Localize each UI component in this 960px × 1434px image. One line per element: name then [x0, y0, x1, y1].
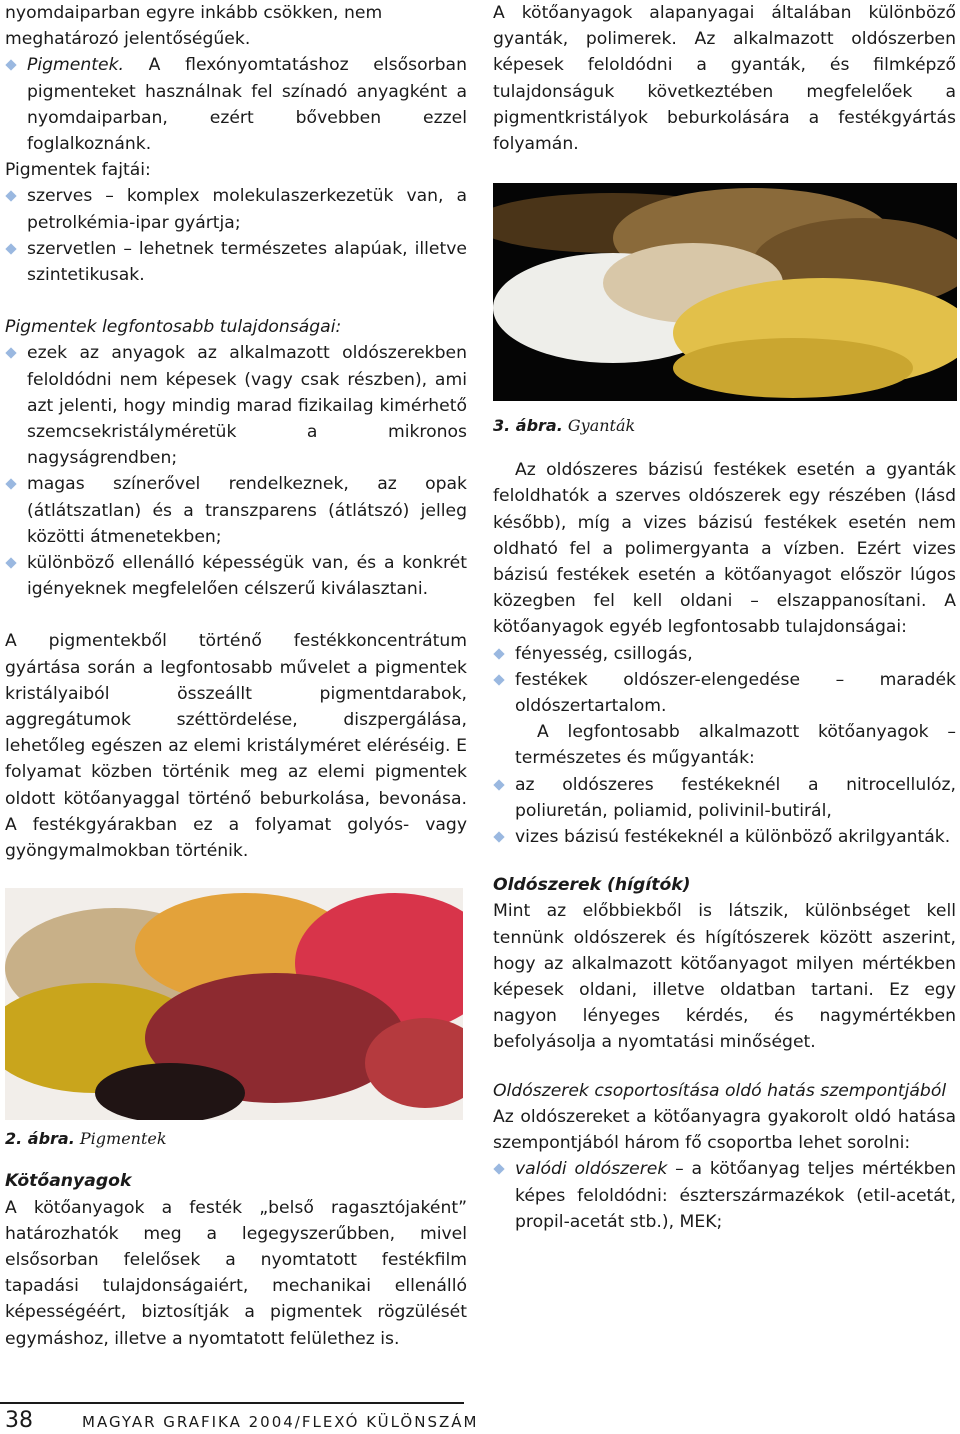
- prop-text: különböző ellenálló képességük van, és a konkrét igényeknek megfelelően célszerű kiválasztani.: [27, 553, 467, 600]
- types-heading: Pigmentek fajtái:: [5, 160, 151, 181]
- figure-2-number: 2. ábra.: [5, 1129, 75, 1149]
- figure-3-text: Gyanták: [567, 416, 636, 436]
- type-item: [5, 236, 467, 288]
- diamond-bullet-icon: [5, 60, 16, 71]
- prop-item: [5, 550, 467, 602]
- intro-line-1: nyomdaiparban egyre inkább csökken, nem: [5, 3, 383, 23]
- left-column: [5, 0, 467, 1352]
- prop-text: magas színerővel rendelkeznek, az opak (átlátszatlan) és a transzparens (átlátszó) jelleg közötti átmenetekben;: [27, 474, 467, 547]
- diamond-bullet-icon: [493, 1164, 504, 1175]
- props-heading: Pigmentek legfontosabb tulajdonságai:: [5, 317, 342, 338]
- resin-paragraph: Az oldószeres bázisú festékek esetén a gyanták feloldhatók a szerves oldószerek egy részében (lásd később), míg a vizes bázisú festékek esetén nem oldható fel a polimergyanta a vízben. Ezért vizes bázisú festékek esetén a kötőanyagot először lúgos közegben fel kell oldani – elszappanosítani. A kötőanyagok egyéb legfontosabb tulajdonságai:: [493, 460, 956, 638]
- pigments-illustration: [5, 888, 463, 1120]
- diamond-bullet-icon: [493, 674, 504, 685]
- main-binder-text: vizes bázisú festékeknél a különböző akrilgyanták.: [515, 827, 951, 848]
- type-item: [5, 183, 467, 235]
- pigment-lead: Pigmentek.: [27, 55, 124, 76]
- pigments-photo: [5, 888, 463, 1120]
- right-intro-paragraph: A kötőanyagok alapanyagai általában különböző gyanták, polimerek. Az alkalmazott oldószerben képesek feloldódni a gyanták, és filmképző tulajdonságuk következtében megfelelőek a pigmentkristályok beburkolására a festékgyártás folyamán.: [493, 3, 956, 155]
- figure-2-caption: [5, 1128, 467, 1150]
- grouping-heading: Oldószerek csoportosítása oldó hatás szempontjából: [493, 1080, 947, 1101]
- footer-rule: [0, 1402, 464, 1404]
- diamond-bullet-icon: [5, 191, 16, 202]
- concentrate-paragraph: A pigmentekből történő festékkoncentrátum gyártása során a legfontosabb művelet a pigmentek kristályaiból összeállt pigmentdarabok, aggregátumok széttördelése, diszpergálása, lehetőleg egészen az elemi kristályméret eléréséig. E folyamat közben történik meg az elemi pigmentek oldott kötőanyaggal történő beburkolása, bevonása. A festékgyárakban ez a folyamat golyós- vagy gyöngymalmokban történik.: [5, 631, 467, 862]
- diamond-bullet-icon: [5, 479, 16, 490]
- binders-paragraph: A kötőanyagok a festék „belső ragasztójaként” határozhatók meg a legegyszerűbben, mivel elsősorban felelősek a nyomtatott festékfilm tapadási tulajdonságaiért, mechanikai ellenálló képességéért, biztosítják a pigmentek rögzülését egymáshoz, illetve a nyomtatott felülethez is.: [5, 1197, 467, 1349]
- solvents-heading: Oldószerek (hígítók): [493, 875, 691, 896]
- resins-photo: [493, 183, 957, 401]
- resins-illustration: [493, 183, 957, 401]
- diamond-bullet-icon: [5, 348, 16, 359]
- prop-text: ezek az anyagok az alkalmazott oldószerekben feloldódni nem képesek (vagy csak részben), ami azt jelenti, hogy mindig marad fizikailag kimérhető szemcsekristályméretük a mikronos nagyságrendben;: [27, 343, 467, 469]
- page-number: 38: [5, 1408, 33, 1433]
- true-solvents-item: [493, 1156, 956, 1235]
- other-prop-text: festékek oldószer-elengedése – maradék oldószertartalom.: [515, 669, 956, 717]
- diamond-bullet-icon: [493, 648, 504, 659]
- true-solvents-rest: – a kötőanyag teljes mértékben képes feloldódni: észterszármazékok (etil-acetát, propil-acetát stb.), MEK;: [515, 1159, 956, 1232]
- main-binder-item: [493, 824, 956, 850]
- grouping-paragraph: Az oldószereket a kötőanyagra gyakorolt oldó hatása szempontjából három fő csoportba lehet sorolni:: [493, 1106, 956, 1154]
- right-column: [493, 0, 956, 1235]
- figure-2-text: Pigmentek: [79, 1129, 167, 1149]
- main-binder-text: az oldószeres festékeknél a nitrocellulóz, poliuretán, poliamid, polivinil-butirál,: [515, 774, 956, 821]
- type-text: szervetlen – lehetnek természetes alapúak, illetve szintetikusak.: [27, 238, 467, 286]
- diamond-bullet-icon: [493, 831, 504, 842]
- binders-heading: Kötőanyagok: [5, 1171, 132, 1192]
- other-prop-item: [493, 667, 956, 719]
- main-binder-item: [493, 772, 956, 824]
- prop-item: [5, 471, 467, 550]
- pigment-bullet: [5, 52, 467, 157]
- solvents-paragraph: Mint az előbbiekből is látszik, különbséget kell tennünk oldószerek és hígítószerek között aszerint, hogy az alkalmazott kötőanyagot milyen mértékben képesek oldani, illetve oldatban tartani. Ez egy nagyon lényeges kérdés, és nagymértékben befolyásolja a nyomtatási minőséget.: [493, 901, 956, 1053]
- true-solvents-lead: valódi oldószerek: [515, 1159, 668, 1180]
- diamond-bullet-icon: [5, 243, 16, 254]
- prop-item: [5, 340, 467, 471]
- figure-3-number: 3. ábra.: [493, 416, 563, 436]
- intro-line-2: meghatározó jelentőségűek.: [5, 29, 251, 50]
- type-text: szerves – komplex molekulaszerkezetük van, a petrolkémia-ipar gyártja;: [27, 186, 467, 233]
- magazine-title: MAGYAR GRAFIKA 2004/FLEXÓ KÜLÖNSZÁM: [82, 1413, 479, 1431]
- other-prop-item: [493, 641, 956, 667]
- main-binders-heading: A legfontosabb alkalmazott kötőanyagok – természetes és műgyanták:: [515, 722, 956, 769]
- other-prop-text: fényesség, csillogás,: [515, 643, 693, 664]
- pigment-rest: A flexónyomtatáshoz elsősorban pigmenteket használnak fel színadó anyagként a nyomdaiparban, ezért bővebben ezzel foglalkoznánk.: [27, 55, 467, 155]
- figure-3-caption: [493, 415, 956, 437]
- diamond-bullet-icon: [493, 779, 504, 790]
- diamond-bullet-icon: [5, 557, 16, 568]
